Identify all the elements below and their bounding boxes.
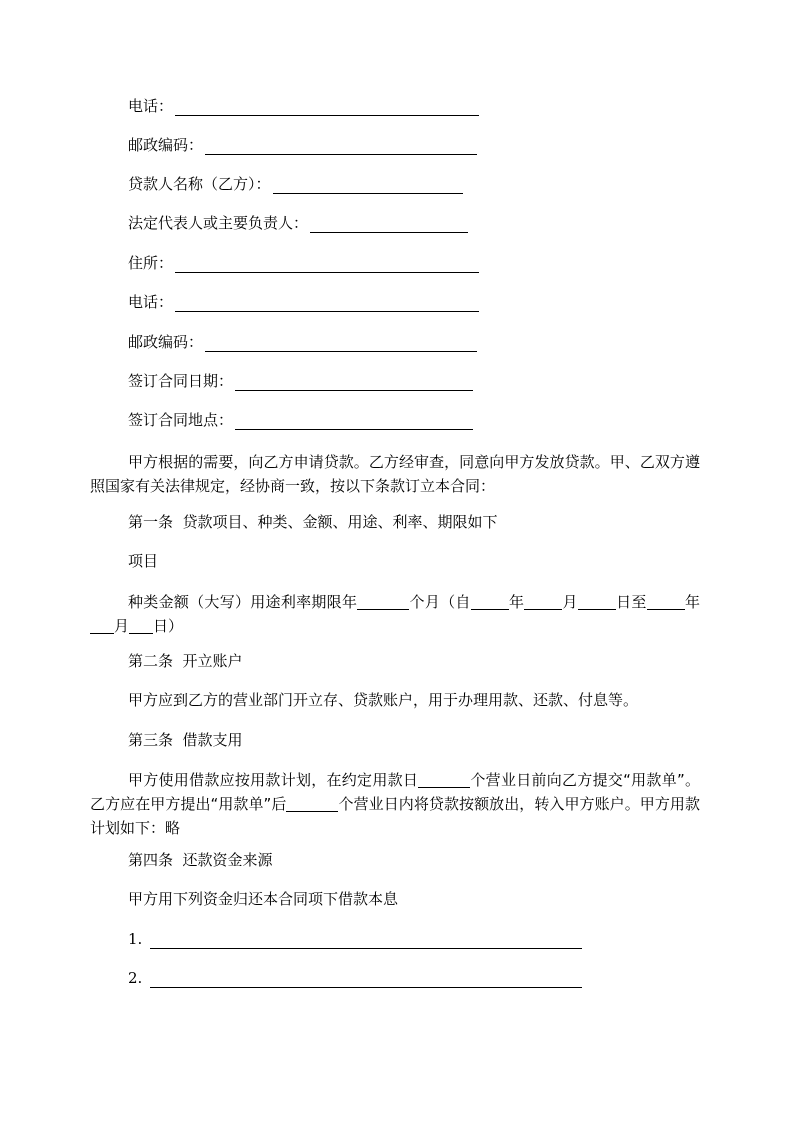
article2-text xyxy=(128,690,638,710)
phone-blank-1[interactable] xyxy=(175,99,479,116)
end-day-blank[interactable] xyxy=(129,617,153,634)
start-day-blank[interactable] xyxy=(578,593,616,610)
phone-label-2: 电话： xyxy=(128,293,174,311)
end-month-label: 月 xyxy=(114,617,130,635)
start-day-label: 日至 xyxy=(615,593,647,611)
sign-place-blank[interactable] xyxy=(235,413,473,430)
repayment-item-1-num: 1. xyxy=(128,930,143,948)
legal-rep-label: 法定代表人或主要负责人： xyxy=(128,214,309,232)
address-blank[interactable] xyxy=(175,256,479,273)
phone-field-2 xyxy=(128,292,479,312)
article3-text-a: 甲方使用借款应按用款计划，在约定用款日 xyxy=(128,771,419,789)
phone-blank-2[interactable] xyxy=(175,295,479,312)
article3-title xyxy=(128,730,243,750)
article4-text-body: 甲方用下列资金归还本合同项下借款本息 xyxy=(128,890,399,908)
address-label: 住所： xyxy=(128,254,174,272)
repayment-item-2-num: 2. xyxy=(128,969,143,987)
article2-text-body: 甲方应到乙方的营业部门开立存、贷款账户，用于办理用款、还款、付息等。 xyxy=(128,691,639,709)
end-month-blank[interactable] xyxy=(90,617,114,634)
repayment-item-2-blank[interactable] xyxy=(150,971,582,988)
phone-field-1 xyxy=(128,96,479,116)
sign-date-label: 签订合同日期： xyxy=(128,372,234,390)
article3-text-c: 个营业日内将贷款按额放出，转入甲方账户。甲方用款计划如下：略 xyxy=(90,795,700,837)
postcode-label-2: 邮政编码： xyxy=(128,333,204,351)
lender-name-label: 贷款人名称（乙方）： xyxy=(128,175,271,193)
article1-title xyxy=(128,512,498,532)
postcode-blank-1[interactable] xyxy=(205,138,477,155)
end-day-label: 日） xyxy=(153,617,184,635)
article1-item-label xyxy=(128,551,158,571)
start-year-label: 年 xyxy=(508,593,525,611)
end-year-blank[interactable] xyxy=(647,593,685,610)
postcode-label-1: 邮政编码： xyxy=(128,136,204,154)
months-blank[interactable] xyxy=(357,593,409,610)
sign-place-label: 签订合同地点： xyxy=(128,411,234,429)
postcode-field-1 xyxy=(128,135,477,155)
repayment-item-1 xyxy=(128,929,582,949)
repayment-item-2 xyxy=(128,968,582,988)
article2-title-text: 第二条 开立账户 xyxy=(128,652,243,670)
legal-rep-blank[interactable] xyxy=(310,216,468,233)
preamble-paragraph: 甲方根据的需要，向乙方申请贷款。乙方经审查，同意向甲方发放贷款。甲、乙双方遵照国家有关法律规定，经协商一致，按以下条款订立本合同： xyxy=(90,453,700,495)
end-year-label: 年 xyxy=(684,593,700,611)
article4-text xyxy=(128,889,398,909)
article1-row xyxy=(90,590,700,638)
article3-paragraph xyxy=(90,768,700,840)
article2-title xyxy=(128,651,243,671)
postcode-blank-2[interactable] xyxy=(205,335,477,352)
days-before-blank[interactable] xyxy=(418,771,470,788)
article1-item-label-text: 项目 xyxy=(128,552,159,570)
phone-label-1: 电话： xyxy=(128,97,174,115)
days-after-blank[interactable] xyxy=(286,795,338,812)
article1-row-month: 个月（自 xyxy=(409,593,471,611)
sign-date-blank[interactable] xyxy=(235,374,473,391)
article3-title-text: 第三条 借款支用 xyxy=(128,731,243,749)
article4-title xyxy=(128,850,273,870)
legal-rep-field xyxy=(128,213,468,233)
lender-name-field xyxy=(128,174,463,194)
start-month-label: 月 xyxy=(562,593,578,611)
article3-text-b: 个营业日前向乙方提交“用款单”。乙方应在甲方提出“用款单”后 xyxy=(90,771,700,813)
repayment-item-1-blank[interactable] xyxy=(150,932,582,949)
sign-date-field xyxy=(128,371,473,391)
article1-title-text: 第一条 贷款项目、种类、金额、用途、利率、期限如下 xyxy=(128,513,498,531)
lender-name-blank[interactable] xyxy=(273,177,463,194)
postcode-field-2 xyxy=(128,332,477,352)
start-month-blank[interactable] xyxy=(524,593,562,610)
sign-place-field xyxy=(128,410,473,430)
address-field xyxy=(128,253,479,273)
article1-row-prefix: 种类金额（大写）用途利率期限年 xyxy=(128,593,358,611)
article4-title-text: 第四条 还款资金来源 xyxy=(128,851,273,869)
start-year-blank[interactable] xyxy=(471,593,509,610)
